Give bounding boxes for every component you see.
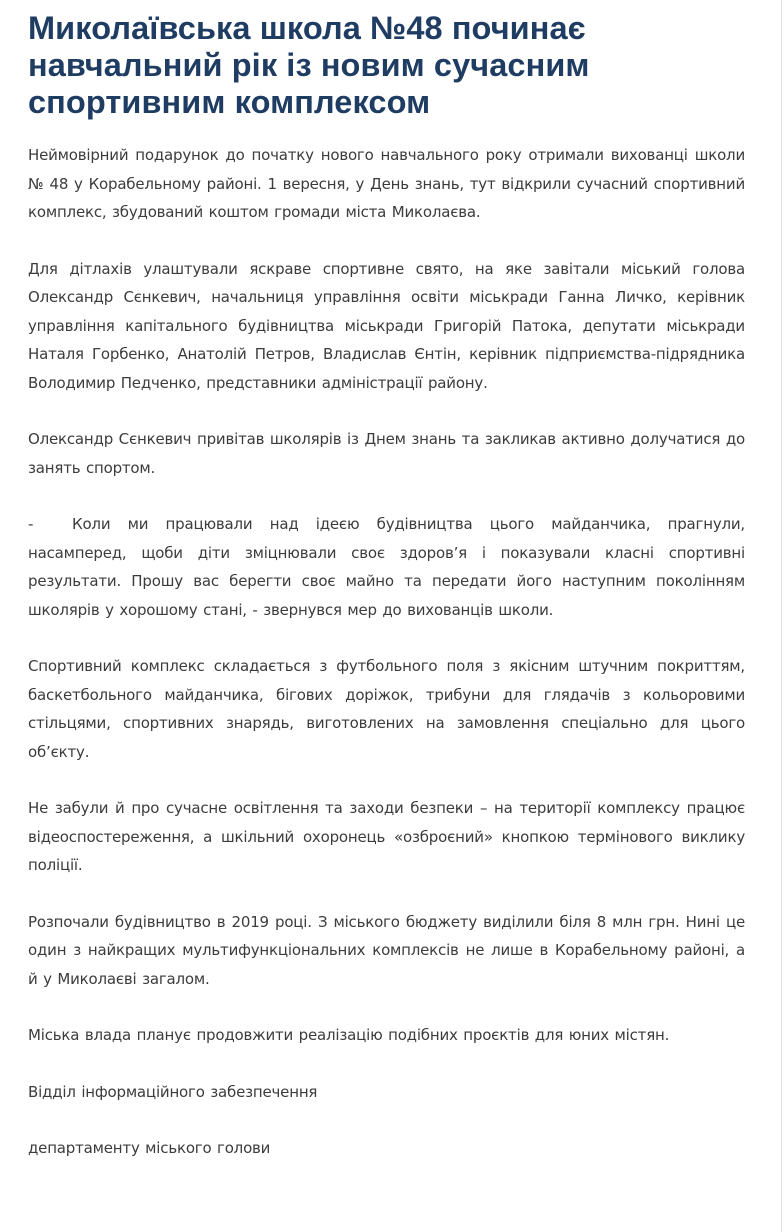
quote-text: Коли ми працювали над ідеєю будівництва цього майданчика, прагнули, насамперед, щоби діти зміцнювали своє здоров’я і показували класні спортивні результати. Прошу вас берегти своє майно та передати його наступним поколінням школярів у хорошому стані, - звернувся мер до вихованців школи.: [28, 515, 745, 619]
article-paragraph-1: Неймовірний подарунок до початку нового навчального року отримали вихованці школи № 48 у Корабельному районі. 1 вересня, у День знань, тут відкрили сучасний спортивний комплекс, збудований коштом громади міста Миколаєва.: [28, 146, 745, 221]
article-quote-paragraph: [28, 510, 745, 624]
article-paragraph-7: Розпочали будівництво в 2019 році. З міського бюджету виділили біля 8 млн грн. Нині це один з найкращих мультифункціональних комплексів не лише в Корабельному районі, а й у Миколаєві загалом.: [28, 912, 745, 988]
article-paragraph-6: Не забули й про сучасне освітлення та заходи безпеки – на території комплексу працює відеоспостереження, а шкільний охоронець «озброєний» кнопкою термінового виклику поліції.: [28, 799, 745, 874]
article-body: [28, 141, 745, 1163]
article-paragraph-2: Для дітлахів улаштували яскраве спортивне свято, на яке завітали міський голова Олександр Сєнкевич, начальниця управління освіти міськради Ганна Личко, керівник управління капітального будівництва міськради Григорій Патока, депутати міськради Наталя Горбенко, Анатолій Петров, Владислав Єнтін, керівник підприємства-підрядника Володимир Педченко, представники адміністрації району.: [28, 259, 745, 392]
article-paragraph-5: Спортивний комплекс складається з футбольного поля з якісним штучним покриттям, баскетбольного майданчика, бігових доріжок, трибуни для глядачів з кольоровими стільцями, спортивних знарядь, виготовлених на замовлення спеціально для цього об’єкту.: [28, 657, 745, 761]
article-paragraph-8: Міська влада планує продовжити реалізацію подібних проєктів для юних містян.: [28, 1026, 670, 1044]
quote-dash: -: [28, 515, 34, 533]
article-signature-department: Відділ інформаційного забезпечення: [28, 1082, 318, 1101]
article-signature-office: департаменту міського голови: [28, 1139, 271, 1157]
article-title: Миколаївська школа №48 починає навчальний рік із новим сучасним спортивним комплексом: [28, 10, 590, 120]
article-paragraph-3: Олександр Сєнкевич привітав школярів із Днем знань та закликав активно долучатися до занять спортом.: [28, 430, 745, 477]
